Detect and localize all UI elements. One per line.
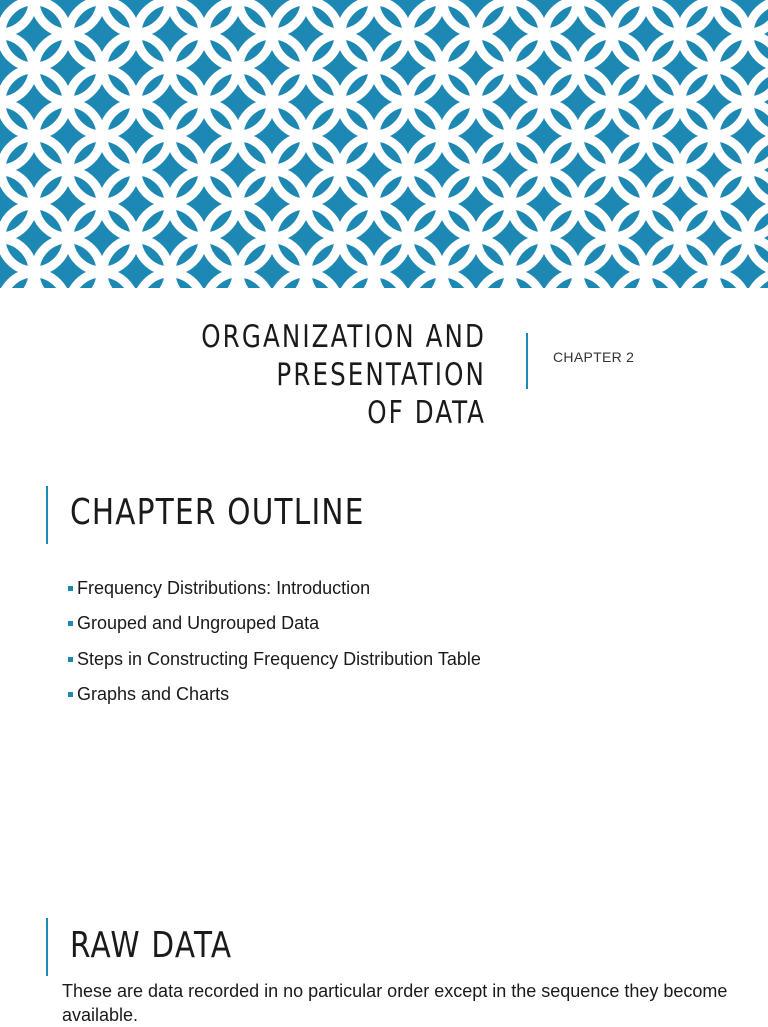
chapter-label: CHAPTER 2 bbox=[553, 349, 635, 365]
title-divider bbox=[526, 333, 528, 389]
outline-list bbox=[68, 578, 481, 720]
outline-item bbox=[68, 649, 481, 684]
outline-item bbox=[68, 578, 481, 613]
raw-data-accent-bar bbox=[46, 918, 48, 976]
outline-item bbox=[68, 684, 481, 719]
outline-item bbox=[68, 613, 481, 648]
outline-heading: CHAPTER OUTLINE bbox=[70, 492, 365, 533]
raw-data-description: These are data recorded in no particular order except in the sequence they become available. bbox=[62, 981, 728, 1025]
slide-title-line-1: ORGANIZATION AND PRESENTATION bbox=[201, 319, 486, 393]
square-bullet-icon bbox=[68, 621, 73, 626]
circle-pattern bbox=[0, 0, 768, 288]
slide-title bbox=[76, 318, 486, 432]
outline-item-label: Steps in Constructing Frequency Distribution Table bbox=[77, 648, 481, 669]
raw-data-heading: RAW DATA bbox=[70, 925, 233, 966]
outline-item-label: Graphs and Charts bbox=[77, 684, 230, 705]
square-bullet-icon bbox=[68, 586, 73, 591]
outline-item-label: Grouped and Ungrouped Data bbox=[77, 613, 320, 634]
slide-title-line-2: OF DATA bbox=[367, 395, 486, 431]
decorative-banner bbox=[0, 0, 768, 288]
square-bullet-icon bbox=[68, 692, 73, 697]
outline-accent-bar bbox=[46, 486, 48, 544]
square-bullet-icon bbox=[68, 657, 73, 662]
outline-item-label: Frequency Distributions: Introduction bbox=[77, 578, 371, 598]
